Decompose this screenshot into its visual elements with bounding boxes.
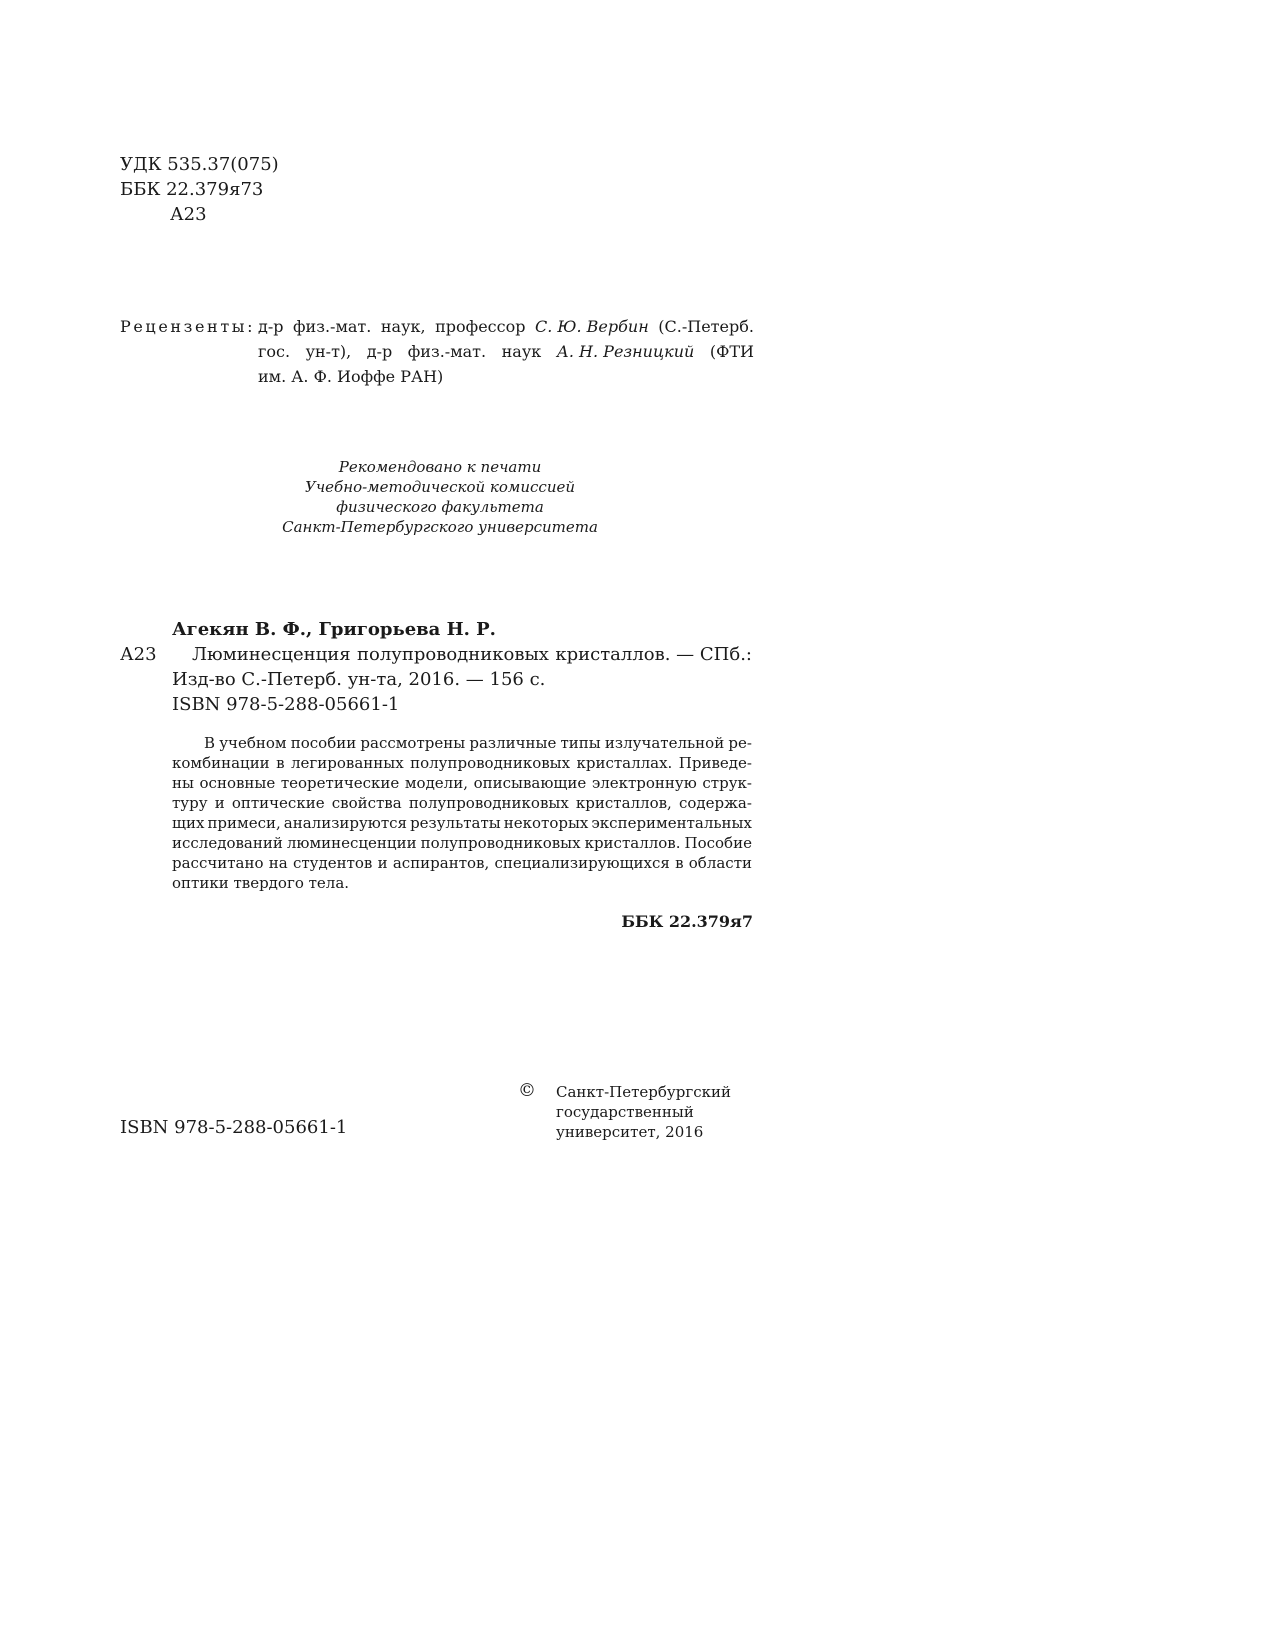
word: на [268,854,288,872]
bbk-final: ББК 22.379я7 [621,912,753,931]
word: основные [199,774,276,792]
word: струк- [702,774,752,792]
word: в [675,854,684,872]
word: свойства [331,794,402,812]
word: полупроводниковых [410,754,571,772]
reviewers-line-1 [258,316,754,338]
word: в [276,754,285,772]
recommendation-block [270,457,610,537]
word: легированных [290,754,404,772]
word: ны [172,774,194,792]
word: кристаллов, [575,794,672,812]
word: оптические [231,794,325,812]
word: результаты [410,814,501,832]
word: полупроводниковых [408,794,569,812]
word: Люминесценция [192,644,351,665]
word: исследований [172,834,283,852]
word: ун-т), [305,342,352,361]
word: специализирующихся [494,854,670,872]
word: некоторых [503,814,589,832]
word: учебном [219,734,287,752]
word: Пособие [684,834,752,852]
word: комбинации [172,754,270,772]
abstract-line [172,773,752,793]
word: Приведе- [678,754,752,772]
copyright-holder [556,1082,731,1142]
word: туру [172,794,208,812]
word: рассмотрены [360,734,466,752]
word: профессор [435,317,526,336]
recommendation-line: Рекомендовано к печати [338,458,542,476]
word: С. Ю. Вербин [534,317,649,336]
word: физ.-мат. [293,317,372,336]
recommendation-line: Учебно-методической комиссией [304,478,576,496]
word: оптики твердого тела. [172,874,350,892]
word: В [204,734,216,752]
footer-isbn: ISBN 978-5-288-05661-1 [120,1117,348,1138]
word: типы [560,734,601,752]
word: студентов [292,854,373,872]
copyright-line: Санкт-Петербургский [556,1083,731,1101]
copyright-icon: © [518,1080,536,1101]
word: гос. [258,342,291,361]
abstract-line [172,813,752,833]
word: модели, [404,774,468,792]
word: примеси, [207,814,281,832]
word: и [214,794,225,812]
word: д-р [366,342,393,361]
word: ре- [728,734,752,752]
word: кристаллов. — СПб.: [555,644,752,665]
reviewers-label: Рецензенты: [120,317,256,336]
word: пособии [290,734,357,752]
word: полупроводниковых [356,644,549,665]
word: рассчитано [172,854,264,872]
card-author-mark: А23 [120,644,157,665]
word: различные [469,734,557,752]
abstract-line [172,873,752,893]
card-authors: Агекян В. Ф., Григорьева Н. Р. [172,619,496,640]
reviewers-line-3: им. А. Ф. Иоффе РАН) [258,367,444,386]
word: аспирантов, [392,854,490,872]
word: люминесценции [286,834,417,852]
abstract-line [172,793,752,813]
word: (ФТИ [709,342,754,361]
word: области [688,854,752,872]
word: А. Н. Резницкий [556,342,695,361]
recommendation-line: физического факультета [336,498,544,516]
card-title-line-1 [192,643,752,667]
reviewers-line-2 [258,341,754,363]
abstract-line [172,853,752,873]
word: экспериментальных [591,814,752,832]
word: теоретические [280,774,400,792]
word: (С.-Петерб. [658,317,754,336]
word: кристаллов. [584,834,681,852]
bbk-code: ББК 22.379я73 [120,179,264,200]
abstract-line [172,753,752,773]
word: д-р [258,317,284,336]
card-isbn: ISBN 978-5-288-05661-1 [172,694,400,715]
copyright-line: университет, 2016 [556,1123,704,1141]
abstract [172,733,752,893]
word: содержа- [678,794,752,812]
abstract-line [172,733,752,753]
word: излучательной [604,734,725,752]
recommendation-line: Санкт-Петербургского университета [282,518,598,536]
word: анализируются [283,814,408,832]
word: наук [501,342,542,361]
copyright-line: государственный [556,1103,694,1121]
abstract-line [172,833,752,853]
word: полупроводниковых [420,834,581,852]
word: наук, [380,317,426,336]
udk-code: УДК 535.37(075) [120,154,279,175]
word: электронную [591,774,697,792]
card-title-line-2: Изд-во С.-Петерб. ун-та, 2016. — 156 с. [172,669,546,690]
word: и [377,854,388,872]
word: описывающие [473,774,587,792]
word: физ.-мат. [407,342,487,361]
word: щих [172,814,205,832]
author-mark: А23 [170,204,207,225]
word: кристаллах. [576,754,673,772]
